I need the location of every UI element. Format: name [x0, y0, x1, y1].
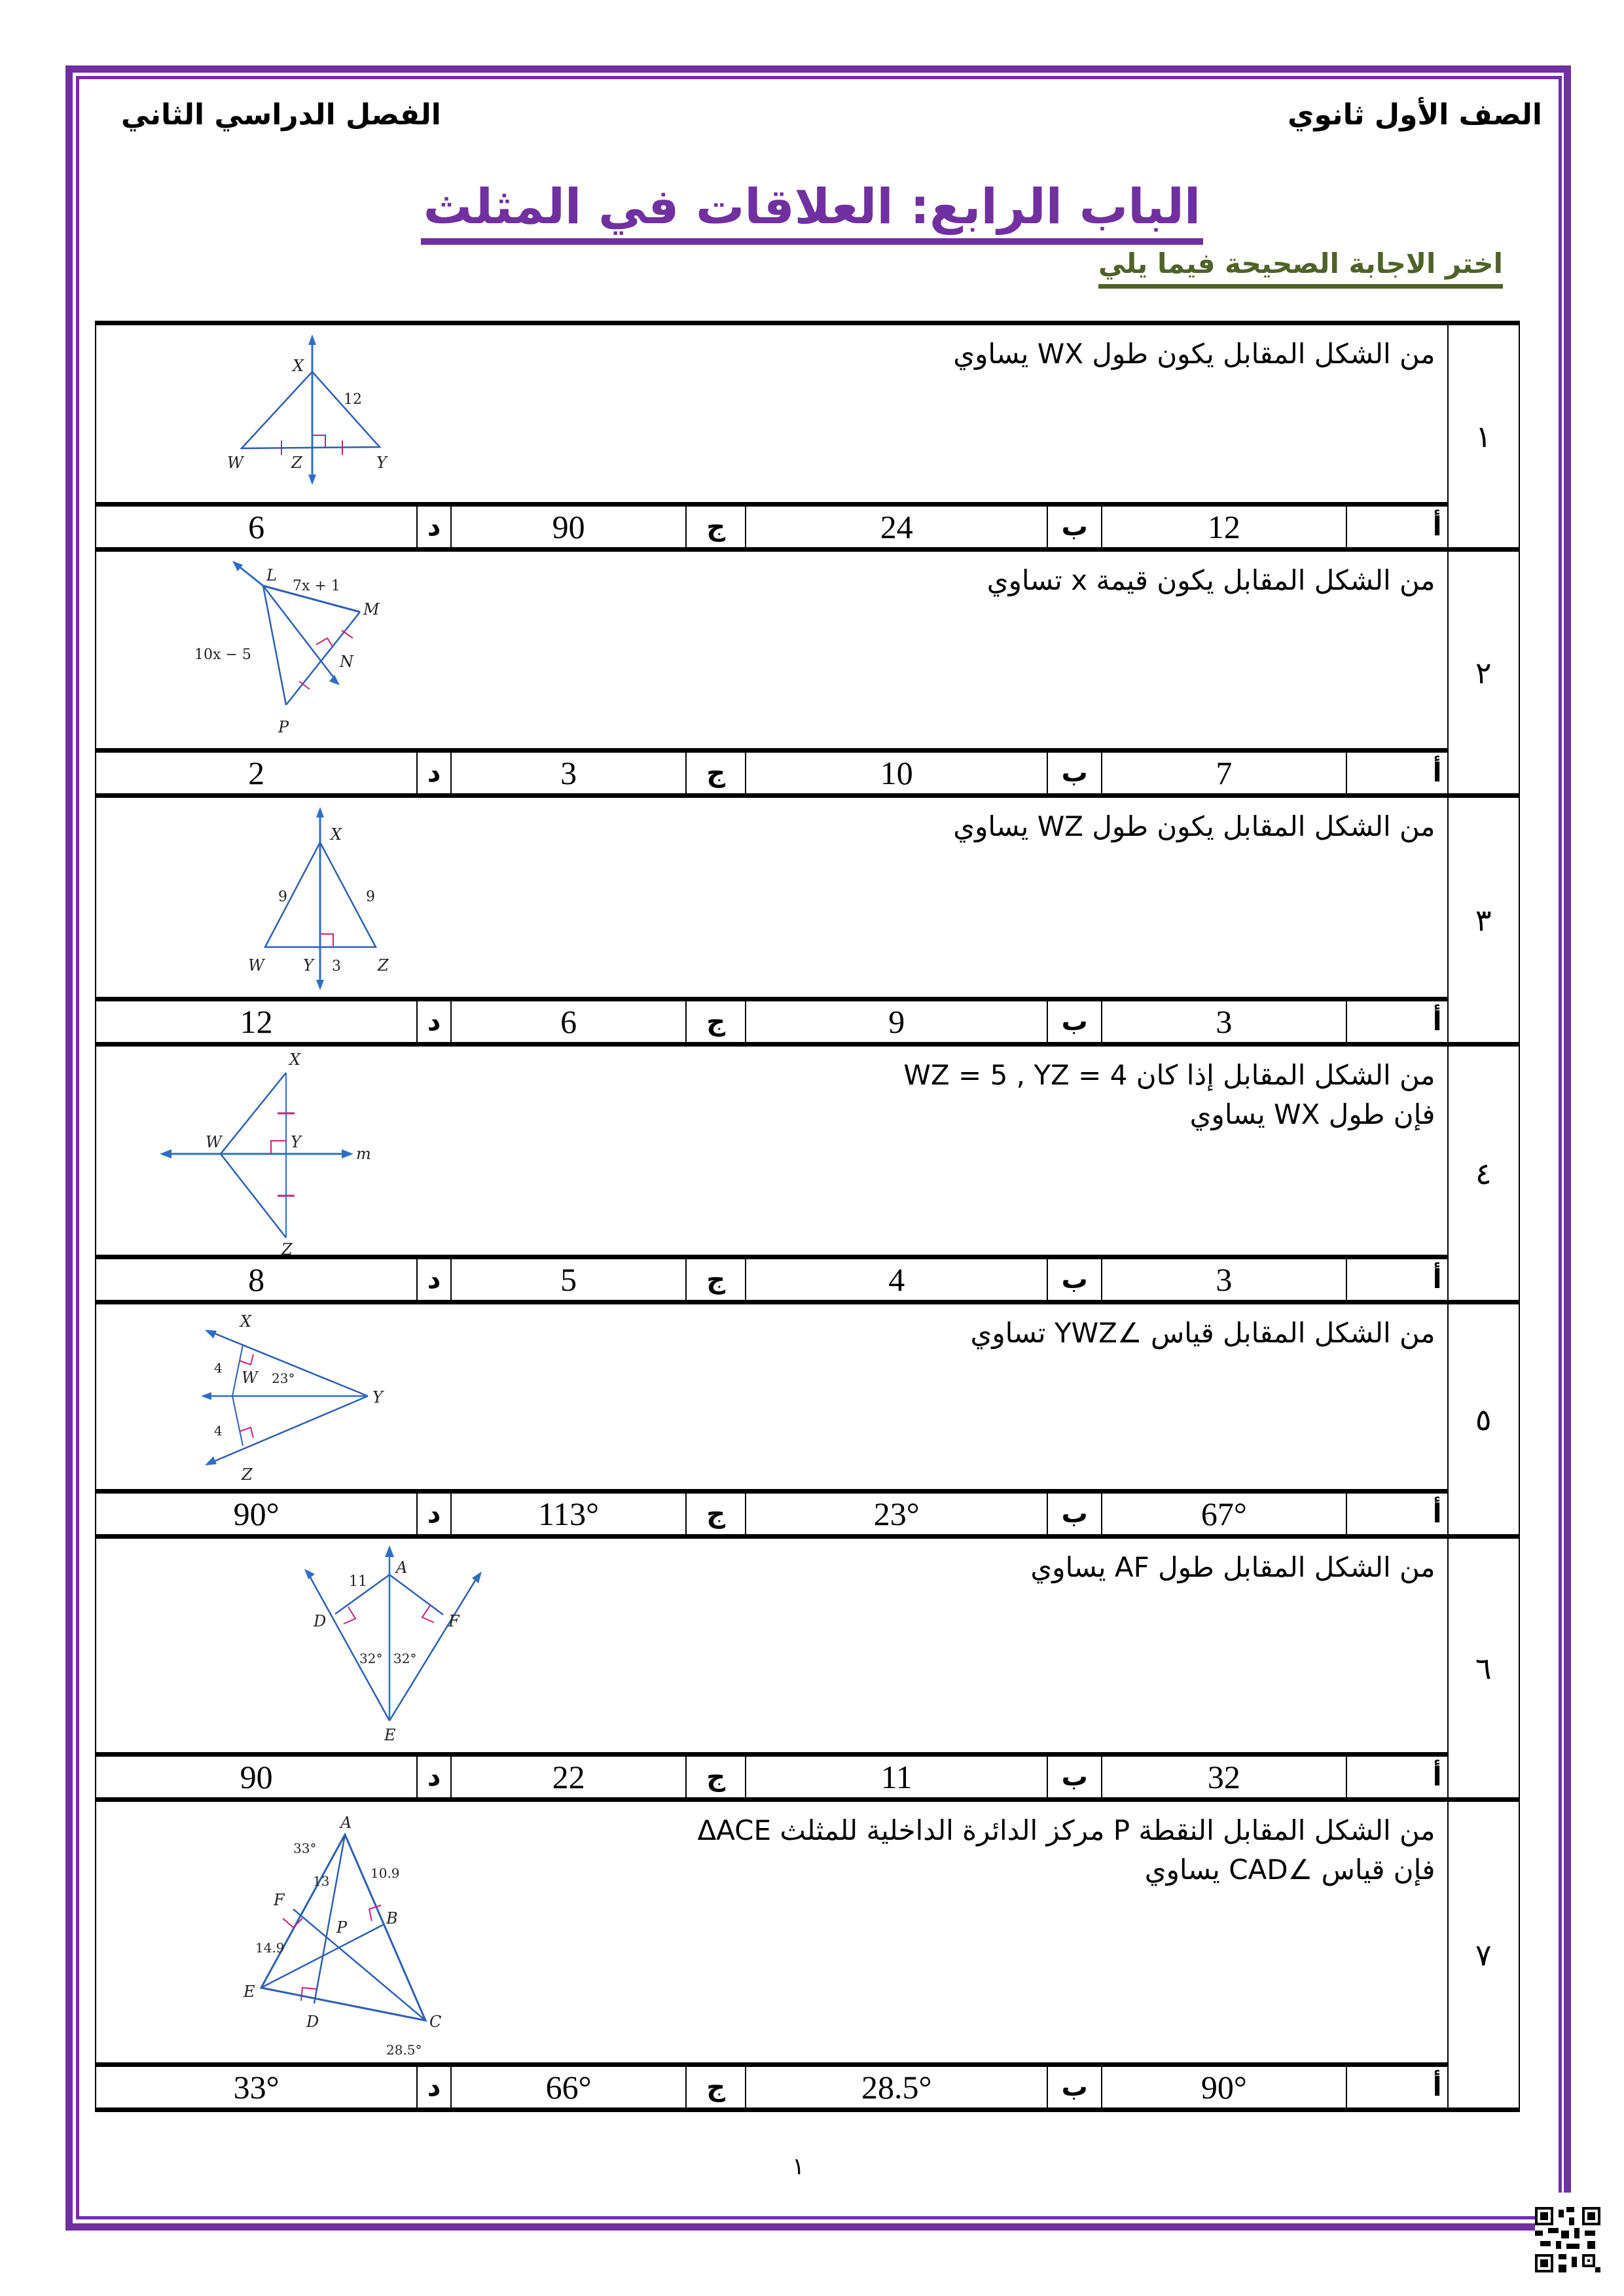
question-3-choices	[96, 999, 1519, 1045]
choice-d[interactable]: 8	[96, 1257, 417, 1302]
svg-text:X: X	[293, 357, 304, 375]
question-4-body	[96, 1045, 1448, 1257]
svg-text:D: D	[314, 1612, 327, 1630]
svg-text:32°: 32°	[393, 1651, 417, 1666]
choice-c-label: ج	[686, 2065, 746, 2110]
choice-b[interactable]: 28.5°	[746, 2065, 1047, 2110]
question-4-text: من الشكل المقابل إذا كان WZ = 5 , YZ = 4 فإن طول WX يساوي	[903, 1059, 1435, 1130]
svg-text:X: X	[240, 1312, 252, 1331]
choice-a-label: أ	[1346, 999, 1448, 1045]
svg-text:33°: 33°	[293, 1840, 317, 1856]
svg-text:B: B	[386, 1909, 398, 1928]
question-1-number: ١	[1448, 323, 1519, 550]
question-5-text: من الشكل المقابل قياس ∠YWZ تساوي	[970, 1317, 1435, 1349]
question-2-figure	[194, 561, 417, 747]
choice-d[interactable]: 6	[96, 505, 417, 550]
question-5-number: ٥	[1448, 1302, 1519, 1537]
svg-text:F: F	[448, 1612, 460, 1630]
question-6-figure	[286, 1545, 496, 1751]
choice-c-label: ج	[686, 1755, 746, 1800]
question-7-text: من الشكل المقابل النقطة P مركز الدائرة الداخلية للمثلث ΔACE فإن قياس ∠CAD يساوي	[697, 1814, 1435, 1886]
choice-c[interactable]: 90	[451, 505, 686, 550]
triangle-perpendicular-bisector-diagram	[201, 331, 397, 494]
svg-text:Z: Z	[378, 956, 389, 975]
choice-c-label: ج	[686, 505, 746, 550]
question-6-text: من الشكل المقابل طول AF يساوي	[1030, 1551, 1435, 1583]
question-4-choices	[96, 1257, 1519, 1302]
choice-c-label: ج	[686, 1492, 746, 1537]
choice-b-label: ب	[1047, 1257, 1102, 1302]
question-7-figure	[178, 1807, 479, 2072]
svg-text:W: W	[248, 956, 264, 975]
choice-d-label: د	[417, 751, 451, 796]
choice-c-label: ج	[686, 999, 746, 1045]
question-4-number: ٤	[1448, 1045, 1519, 1302]
svg-text:4: 4	[214, 1423, 223, 1439]
choice-d-label: د	[417, 505, 451, 550]
svg-text:Y: Y	[376, 454, 387, 472]
question-7-body	[96, 1800, 1448, 2065]
choice-a[interactable]: 90°	[1102, 2065, 1346, 2110]
choice-d-label: د	[417, 999, 451, 1045]
svg-text:13: 13	[313, 1873, 330, 1889]
choice-b-label: ب	[1047, 999, 1102, 1045]
question-5-body	[96, 1302, 1448, 1492]
svg-text:A: A	[396, 1558, 408, 1577]
choice-b-label: ب	[1047, 1492, 1102, 1537]
svg-text:Y: Y	[372, 1388, 383, 1407]
choice-a[interactable]: 32	[1102, 1755, 1346, 1800]
question-5-figure	[194, 1307, 404, 1486]
choice-d-label: د	[417, 1755, 451, 1800]
choice-d-label: د	[417, 2065, 451, 2110]
choice-a[interactable]: 12	[1102, 505, 1346, 550]
instruction-text: اختر الاجابة الصحيحة فيما يلي	[1098, 243, 1503, 289]
svg-text:9: 9	[366, 889, 375, 905]
question-3-number: ٣	[1448, 796, 1519, 1045]
question-2-body	[96, 550, 1448, 751]
isosceles-triangle-diagram	[221, 803, 417, 993]
svg-text:D: D	[306, 2013, 319, 2031]
choice-b[interactable]: 9	[746, 999, 1047, 1045]
svg-text:10x − 5: 10x − 5	[194, 647, 251, 663]
chapter-title: الباب الرابع: العلاقات في المثلث	[0, 175, 1624, 245]
svg-text:4: 4	[214, 1360, 223, 1376]
choice-c[interactable]: 113°	[451, 1492, 686, 1537]
term-label: الفصل الدراسي الثاني	[121, 98, 441, 132]
question-6	[96, 1537, 1519, 1755]
choice-c[interactable]: 3	[451, 751, 686, 796]
choice-a[interactable]: 3	[1102, 999, 1346, 1045]
svg-text:Z: Z	[242, 1465, 253, 1484]
svg-text:P: P	[278, 718, 289, 736]
question-7	[96, 1800, 1519, 2065]
page-number: ١	[792, 2153, 805, 2180]
svg-text:Y: Y	[303, 956, 314, 975]
question-5	[96, 1302, 1519, 1492]
choice-b[interactable]: 24	[746, 505, 1047, 550]
svg-text:P: P	[336, 1918, 348, 1937]
choice-b[interactable]: 4	[746, 1257, 1047, 1302]
choice-a-label: أ	[1346, 751, 1448, 796]
question-1-figure	[201, 331, 397, 497]
question-2-number: ٢	[1448, 550, 1519, 796]
svg-text:12: 12	[344, 391, 362, 408]
svg-text:11: 11	[349, 1573, 367, 1590]
svg-text:32°: 32°	[359, 1651, 383, 1666]
svg-text:28.5°: 28.5°	[386, 2042, 422, 2058]
choice-c[interactable]: 5	[451, 1257, 686, 1302]
choice-c[interactable]: 6	[451, 999, 686, 1045]
question-1	[96, 323, 1519, 505]
qr-code-icon	[1535, 2207, 1600, 2272]
question-4-figure	[158, 1048, 381, 1260]
choice-d-label: د	[417, 1257, 451, 1302]
svg-text:F: F	[274, 1891, 285, 1909]
question-1-text: من الشكل المقابل يكون طول WX يساوي	[953, 338, 1435, 370]
question-2-choices	[96, 751, 1519, 796]
svg-text:W: W	[206, 1133, 222, 1151]
svg-text:9: 9	[278, 889, 287, 905]
triangle-lmp-diagram	[194, 561, 417, 744]
svg-text:7x + 1: 7x + 1	[293, 578, 340, 594]
choice-a-label: أ	[1346, 505, 1448, 550]
question-6-body	[96, 1537, 1448, 1755]
choice-d-label: د	[417, 1492, 451, 1537]
svg-text:E: E	[244, 1982, 255, 2001]
choice-a[interactable]: 7	[1102, 751, 1346, 796]
svg-text:W: W	[242, 1369, 258, 1387]
question-7-number: ٧	[1448, 1800, 1519, 2110]
question-2-text: من الشكل المقابل يكون قيمة x تساوي	[986, 564, 1435, 596]
svg-text:Z: Z	[281, 1240, 293, 1257]
question-6-choices	[96, 1755, 1519, 1800]
choice-d[interactable]: 2	[96, 751, 417, 796]
question-3-body	[96, 796, 1448, 999]
question-2	[96, 550, 1519, 751]
choice-a-label: أ	[1346, 1257, 1448, 1302]
choice-c-label: ج	[686, 1257, 746, 1302]
svg-text:10.9: 10.9	[370, 1865, 400, 1881]
choice-c[interactable]: 66°	[451, 2065, 686, 2110]
choice-a-label: أ	[1346, 2065, 1448, 2110]
question-5-choices	[96, 1492, 1519, 1537]
svg-text:3: 3	[332, 958, 341, 975]
choice-b-label: ب	[1047, 751, 1102, 796]
svg-text:Y: Y	[291, 1133, 301, 1151]
choice-a-label: أ	[1346, 1755, 1448, 1800]
svg-text:14.9: 14.9	[255, 1940, 285, 1956]
question-3-text: من الشكل المقابل يكون طول WZ يساوي	[953, 810, 1435, 842]
svg-text:23°: 23°	[272, 1371, 295, 1386]
svg-text:L: L	[266, 566, 277, 584]
questions-table	[95, 321, 1520, 2112]
choice-c-label: ج	[686, 751, 746, 796]
svg-text:N: N	[340, 653, 353, 671]
question-3-figure	[221, 803, 417, 996]
choice-d[interactable]: 90°	[96, 1492, 417, 1537]
grade-label: الصف الأول ثانوي	[1288, 98, 1542, 132]
svg-text:A: A	[340, 1814, 352, 1832]
question-1-choices	[96, 505, 1519, 550]
choice-d[interactable]: 12	[96, 999, 417, 1045]
choice-b[interactable]: 10	[746, 751, 1047, 796]
question-3	[96, 796, 1519, 999]
angle-bisector-xyz-diagram	[194, 1307, 404, 1484]
incenter-triangle-diagram	[178, 1807, 479, 2069]
choice-d[interactable]: 33°	[96, 2065, 417, 2110]
triangle-line-m-diagram	[158, 1048, 381, 1257]
svg-text:Z: Z	[291, 454, 302, 472]
choice-b[interactable]: 23°	[746, 1492, 1047, 1537]
svg-text:m: m	[356, 1145, 371, 1163]
choice-d[interactable]: 90	[96, 1755, 417, 1800]
svg-text:W: W	[227, 454, 244, 472]
choice-b[interactable]: 11	[746, 1755, 1047, 1800]
svg-text:C: C	[429, 2013, 442, 2031]
choice-a-label: أ	[1346, 1492, 1448, 1537]
svg-text:E: E	[384, 1726, 396, 1744]
question-4	[96, 1045, 1519, 1257]
question-6-number: ٦	[1448, 1537, 1519, 1800]
choice-b-label: ب	[1047, 505, 1102, 550]
question-1-body	[96, 323, 1448, 505]
choice-b-label: ب	[1047, 2065, 1102, 2110]
svg-text:M: M	[363, 600, 380, 619]
svg-text:X: X	[289, 1050, 301, 1069]
choice-a[interactable]: 67°	[1102, 1492, 1346, 1537]
choice-c[interactable]: 22	[451, 1755, 686, 1800]
angle-bisector-def-diagram	[286, 1545, 496, 1748]
choice-b-label: ب	[1047, 1755, 1102, 1800]
svg-text:X: X	[331, 825, 342, 844]
choice-a[interactable]: 3	[1102, 1257, 1346, 1302]
